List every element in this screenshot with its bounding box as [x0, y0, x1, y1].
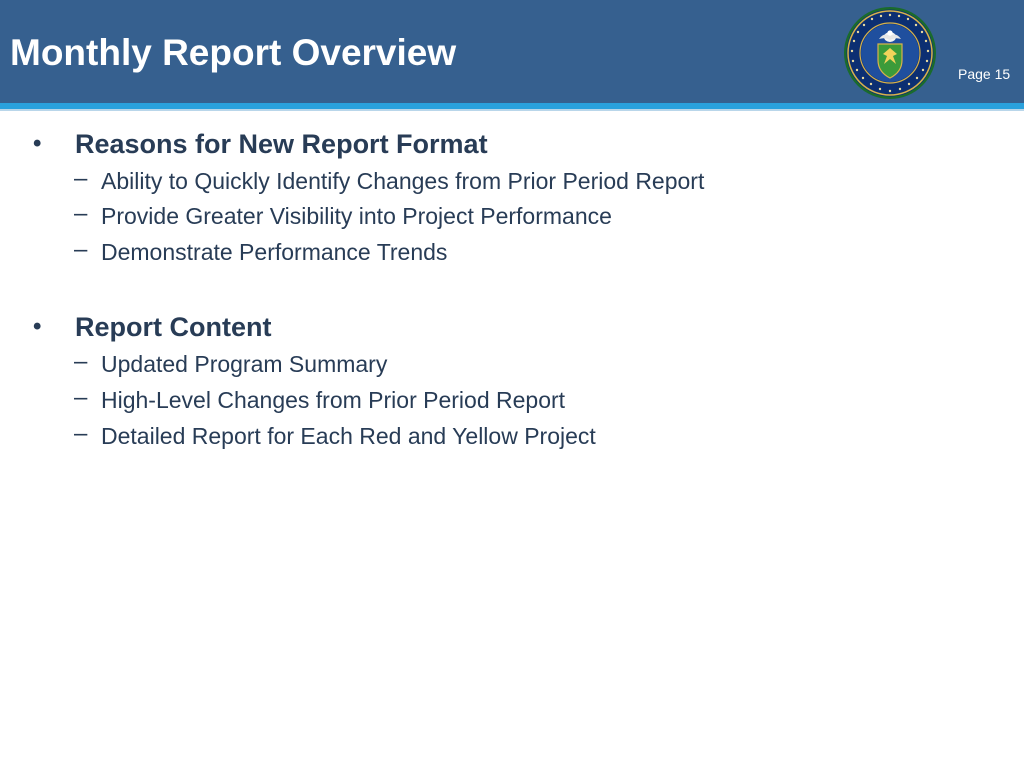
section-heading: Report Content	[75, 312, 272, 342]
header-accent-rule-shadow	[0, 109, 1024, 111]
list-item-text: Ability to Quickly Identify Changes from Prior Period Report	[101, 168, 705, 194]
page-number: Page 15	[958, 66, 1011, 82]
dash-bullet-icon: –	[74, 384, 88, 411]
header-bar	[0, 0, 1024, 103]
dash-bullet-icon: –	[74, 236, 88, 263]
list-item-text: High-Level Changes from Prior Period Report	[101, 387, 566, 413]
section-heading: Reasons for New Report Format	[75, 129, 488, 159]
dash-bullet-icon: –	[74, 200, 88, 227]
bullet-dot-icon: •	[33, 130, 42, 157]
dash-bullet-icon: –	[74, 165, 88, 192]
list-item-text: Provide Greater Visibility into Project Performance	[101, 203, 612, 229]
department-of-energy-seal-icon	[843, 6, 937, 100]
dash-bullet-icon: –	[74, 348, 88, 375]
page-title: Monthly Report Overview	[10, 32, 457, 73]
list-item-text: Detailed Report for Each Red and Yellow Project	[101, 423, 596, 449]
dash-bullet-icon: –	[74, 420, 88, 447]
list-item-text: Updated Program Summary	[101, 351, 388, 377]
bullet-dot-icon: •	[33, 313, 42, 340]
list-item-text: Demonstrate Performance Trends	[101, 239, 448, 265]
